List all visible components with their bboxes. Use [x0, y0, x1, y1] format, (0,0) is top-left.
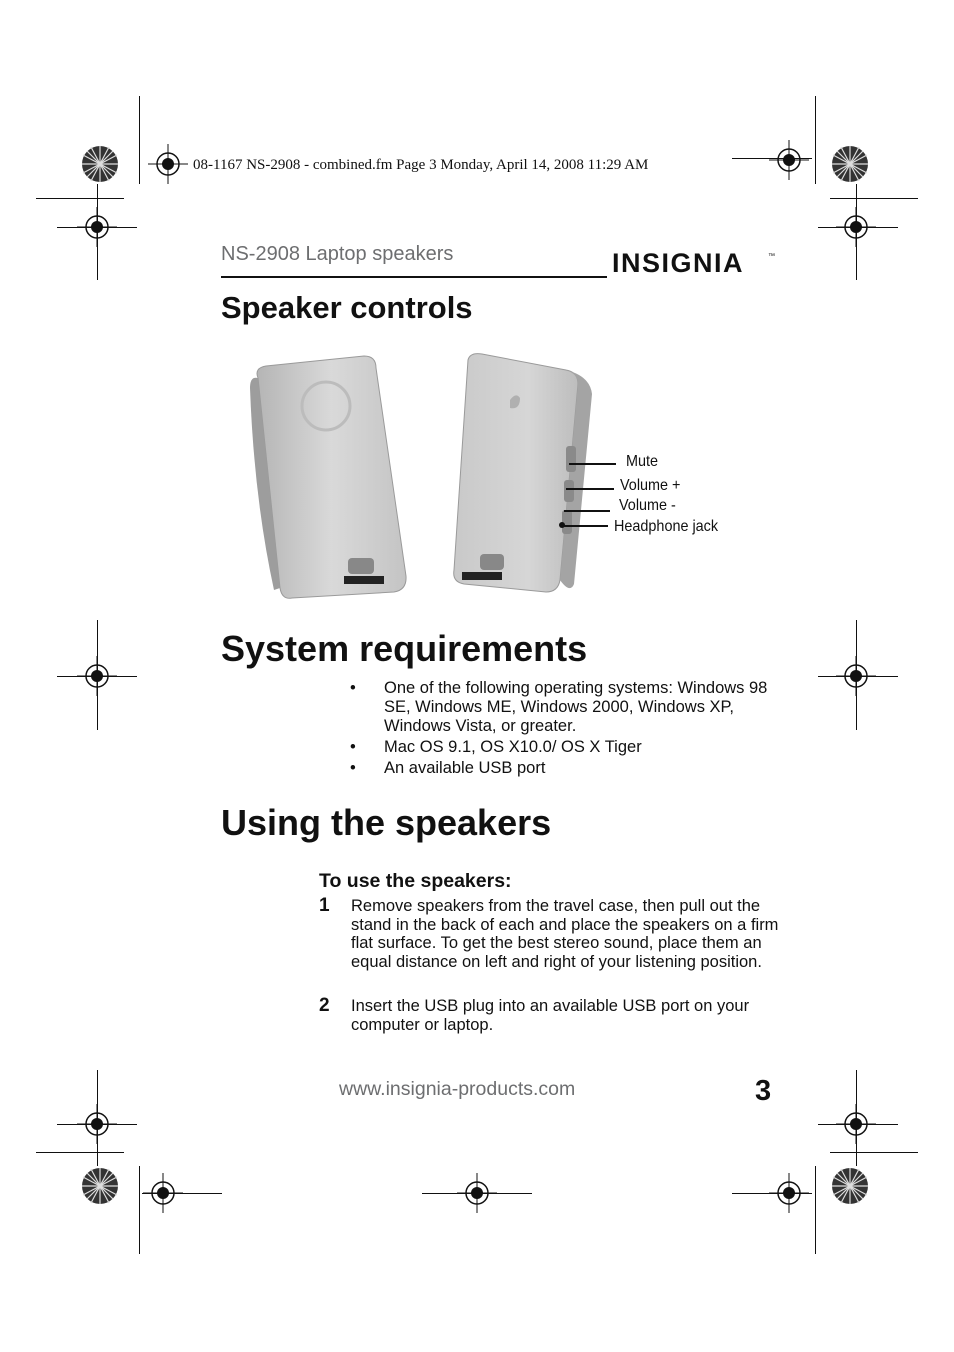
slug-line: 08-1167 NS-2908 - combined.fm Page 3 Monday, April 14, 2008 11:29 AM: [193, 157, 649, 173]
logo-wordmark: INSIGNIA: [612, 248, 745, 278]
color-target-icon: [830, 144, 870, 184]
logo-trademark: ™: [768, 253, 775, 260]
crop-mark: [139, 96, 140, 184]
color-target-icon: [80, 1166, 120, 1206]
crop-mark: [815, 96, 816, 184]
crop-mark: [830, 198, 918, 199]
registration-mark-icon: [77, 656, 117, 696]
list-item: [350, 759, 780, 778]
footer-url[interactable]: www.insignia-products.com: [339, 1078, 576, 1100]
registration-mark-icon: [148, 144, 188, 184]
requirements-list: [350, 679, 780, 780]
callout-headphone-jack: Headphone jack: [614, 518, 719, 535]
running-head: NS-2908 Laptop speakers: [221, 243, 454, 265]
crop-mark: [830, 1152, 918, 1153]
registration-mark-icon: [836, 656, 876, 696]
page-number: 3: [755, 1075, 772, 1107]
color-target-icon: [80, 144, 120, 184]
registration-mark-icon: [77, 207, 117, 247]
bullet: •: [350, 738, 356, 756]
list-item-text: An available USB port: [384, 759, 546, 777]
callout-volume-up: Volume +: [620, 477, 681, 494]
using-speakers-heading: Using the speakers: [221, 802, 552, 843]
color-target-icon: [830, 1166, 870, 1206]
speaker-controls-heading: Speaker controls: [221, 290, 473, 325]
list-item-text: Mac OS 9.1, OS X10.0/ OS X Tiger: [384, 738, 642, 756]
list-item: [350, 679, 780, 736]
insignia-logo: [610, 238, 780, 286]
list-item-text: One of the following operating systems: Windows 98 SE, Windows ME, Windows 2000, Windows XP, Windows Vista, or greater.: [384, 679, 768, 735]
registration-mark-icon: [457, 1173, 497, 1213]
registration-mark-icon: [143, 1173, 183, 1213]
registration-mark-icon: [836, 1104, 876, 1144]
crop-mark: [815, 1166, 816, 1254]
registration-mark-icon: [769, 140, 809, 180]
callout-mute: Mute: [626, 453, 659, 470]
header-rule: [221, 276, 607, 278]
registration-mark-icon: [769, 1173, 809, 1213]
registration-mark-icon: [836, 207, 876, 247]
bullet: •: [350, 679, 356, 697]
registration-mark-icon: [77, 1104, 117, 1144]
crop-mark: [139, 1166, 140, 1254]
bullet: •: [350, 759, 356, 777]
speakers-photo: [244, 348, 642, 610]
step-text: Remove speakers from the travel case, then pull out the stand in the back of each and place the speakers on a firm flat surface. To get the best stereo sound, place them an equal distance on left and right of your listening position.: [351, 897, 779, 971]
system-requirements-heading: System requirements: [221, 628, 588, 669]
procedure-title: To use the speakers:: [319, 870, 512, 892]
crop-mark: [36, 1152, 124, 1153]
crop-mark: [36, 198, 124, 199]
step-text: Insert the USB plug into an available USB port on your computer or laptop.: [351, 997, 750, 1034]
callout-volume-down: Volume -: [619, 497, 676, 514]
list-item: [350, 738, 780, 757]
step-number: 1: [319, 895, 330, 916]
step-number: 2: [319, 995, 330, 1016]
